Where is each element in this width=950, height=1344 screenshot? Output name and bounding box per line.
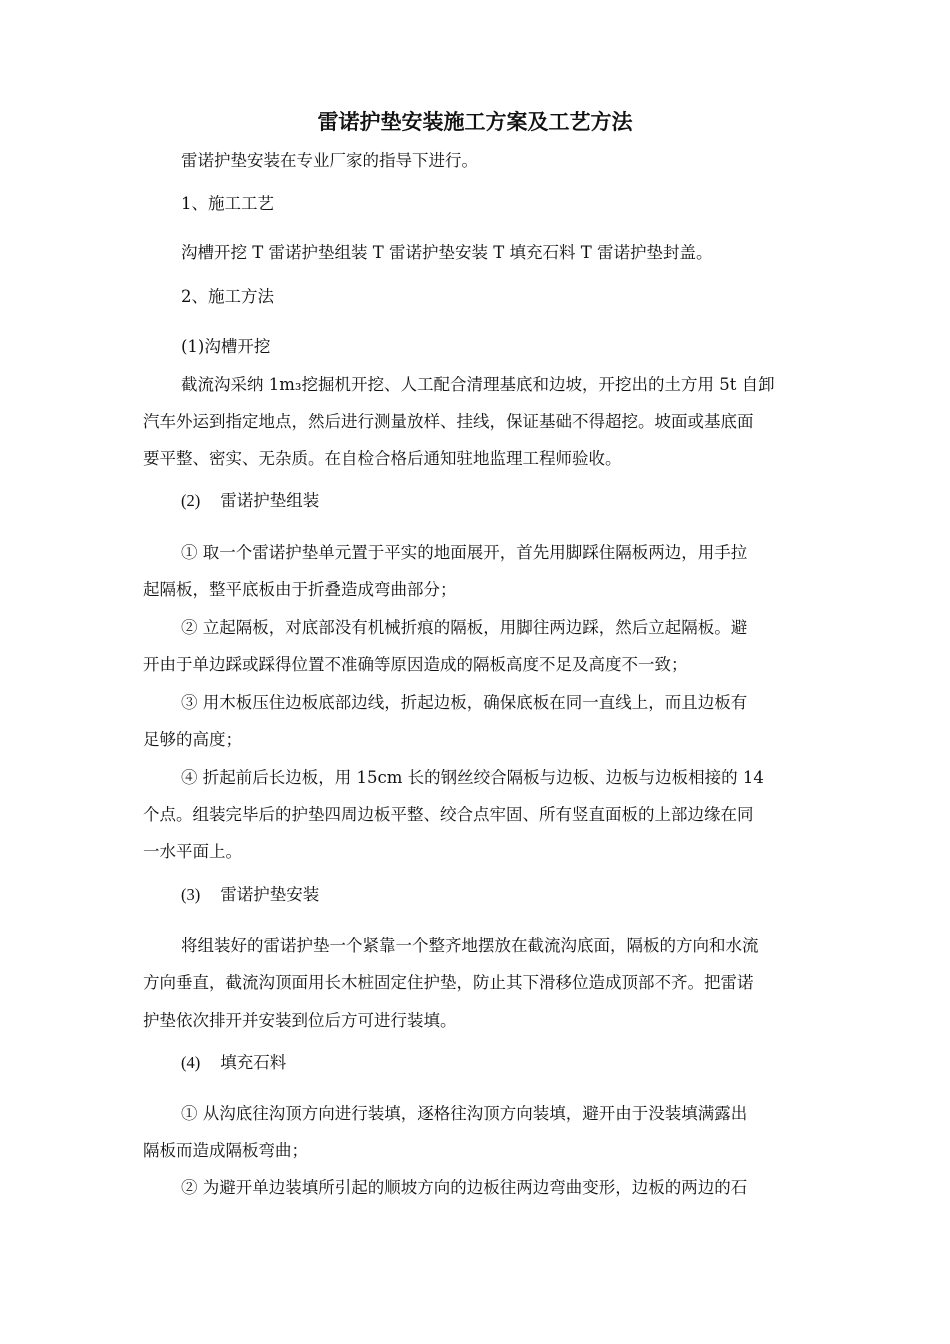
section-2-heading: 2、施工方法 <box>181 287 274 306</box>
paragraph-line: 截流沟采纳 1m₃挖掘机开挖、人工配合清理基底和边坡，开挖出的土方用 5t 自卸 <box>181 375 775 394</box>
list-item-line: ④ 折起前后长边板，用 15cm 长的钢丝绞合隔板与边板、边板与边板相接的 14 <box>181 768 764 787</box>
list-item-line: ② 为避开单边装填所引起的顺坡方向的边板往两边弯曲变形，边板的两边的石 <box>181 1178 748 1197</box>
list-item-line: 起隔板，整平底板由于折叠造成弯曲部分； <box>143 580 457 599</box>
subsection-number: (3) <box>181 885 201 904</box>
paragraph-line: 护垫依次排开并安装到位后方可进行装填。 <box>143 1011 457 1030</box>
page-title: 雷诺护垫安装施工方案及工艺方法 <box>317 109 633 134</box>
section-1-heading: 1、施工工艺 <box>181 194 274 213</box>
subsection-title: 填充石料 <box>220 1053 287 1072</box>
list-item-line: ① 取一个雷诺护垫单元置于平实的地面展开，首先用脚踩住隔板两边，用手拉 <box>181 543 748 562</box>
paragraph-line: 汽车外运到指定地点，然后进行测量放样、挂线，保证基础不得超挖。坡面或基底面 <box>143 412 754 431</box>
paragraph-line: 方向垂直，截流沟顶面用长木桩固定住护垫，防止其下滑移位造成顶部不齐。把雷诺 <box>143 973 754 992</box>
subsection-title: 雷诺护垫组装 <box>220 491 320 510</box>
process-flow: 沟槽开挖 T 雷诺护垫组装 T 雷诺护垫安装 T 填充石料 T 雷诺护垫封盖。 <box>181 243 713 262</box>
list-item-line: ② 立起隔板，对底部没有机械折痕的隔板，用脚往两边踩，然后立起隔板。避 <box>181 618 748 637</box>
intro-paragraph: 雷诺护垫安装在专业厂家的指导下进行。 <box>181 151 478 170</box>
subsection-1-heading: (1)沟槽开挖 <box>181 337 271 356</box>
subsection-2-heading <box>181 490 319 512</box>
list-item-line: 足够的高度； <box>143 730 242 749</box>
paragraph-line: 将组装好的雷诺护垫一个紧靠一个整齐地摆放在截流沟底面，隔板的方向和水流 <box>181 936 759 955</box>
paragraph-line: 要平整、密实、无杂质。在自检合格后通知驻地监理工程师验收。 <box>143 449 622 468</box>
list-item-line: 个点。组装完毕后的护垫四周边板平整、绞合点牢固、所有竖直面板的上部边缘在同 <box>143 805 754 824</box>
subsection-title: 雷诺护垫安装 <box>220 885 320 904</box>
subsection-number: (2) <box>181 491 201 510</box>
list-item-line: 一水平面上。 <box>143 842 242 861</box>
list-item-line: ③ 用木板压住边板底部边线，折起边板，确保底板在同一直线上，而且边板有 <box>181 693 748 712</box>
subsection-4-heading <box>181 1052 286 1074</box>
subsection-3-heading <box>181 884 319 906</box>
list-item-line: 隔板而造成隔板弯曲； <box>143 1141 308 1160</box>
list-item-line: ① 从沟底往沟顶方向进行装填，逐格往沟顶方向装填，避开由于没装填满露出 <box>181 1104 748 1123</box>
list-item-line: 开由于单边踩或踩得位置不准确等原因造成的隔板高度不足及高度不一致； <box>143 655 688 674</box>
subsection-number: (4) <box>181 1053 201 1072</box>
